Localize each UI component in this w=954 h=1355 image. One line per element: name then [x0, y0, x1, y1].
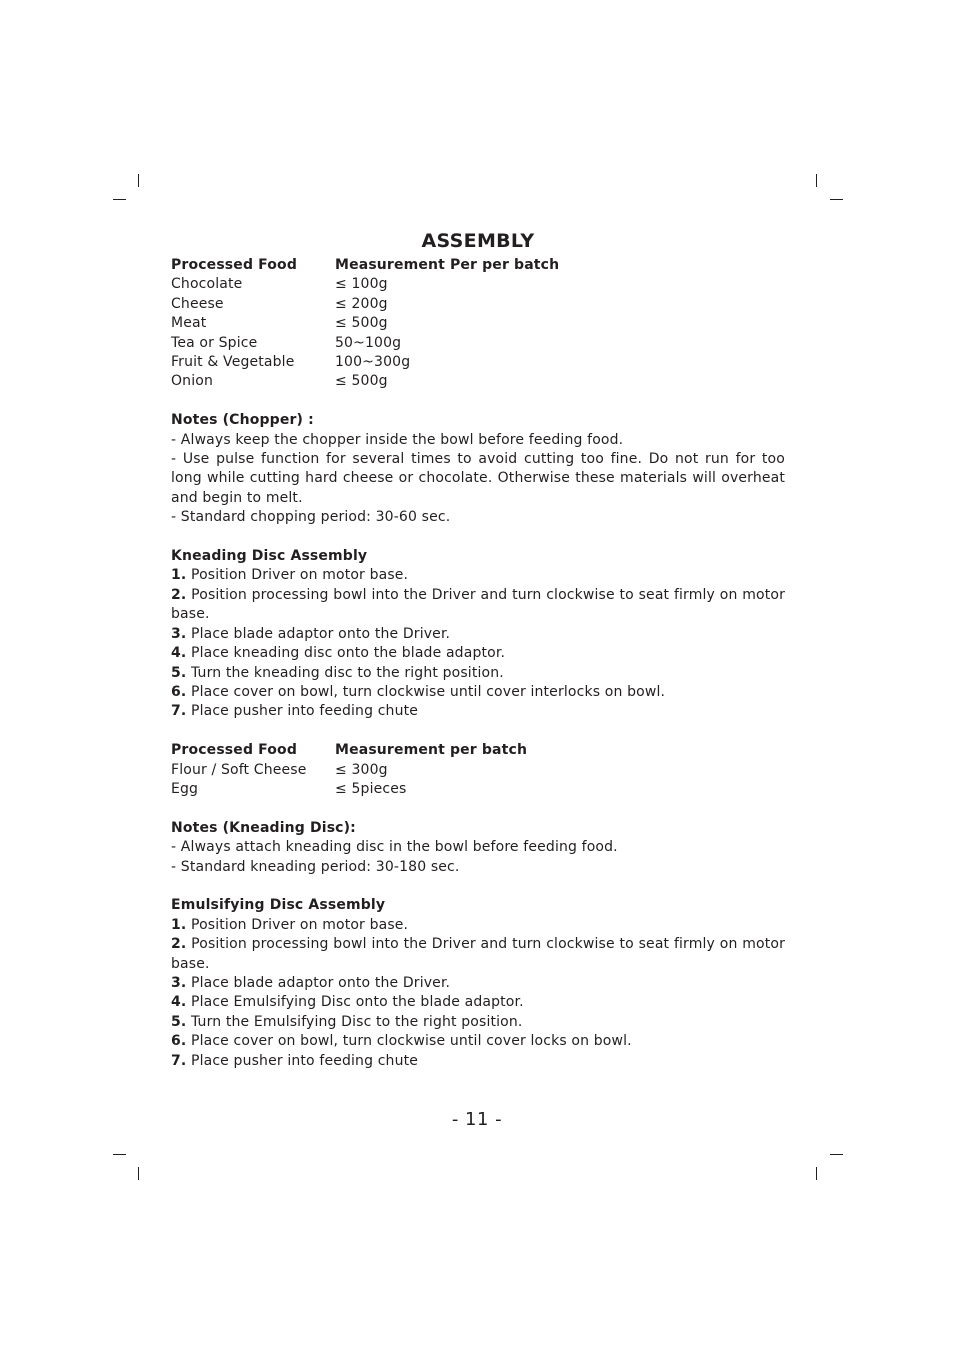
emulsifying-assembly-section: [171, 896, 785, 1071]
food-cell: Onion: [171, 373, 213, 390]
step-text: Place kneading disc onto the blade adaptor.: [186, 645, 506, 662]
column-header-measurement: Measurement Per per batch: [335, 257, 560, 273]
step-number: 1.: [171, 567, 187, 584]
step-number: 2.: [171, 586, 187, 603]
notes-chopper-heading: Notes (Chopper) :: [171, 412, 314, 429]
step-number: 5.: [171, 664, 187, 681]
emulsifying-assembly-heading: Emulsifying Disc Assembly: [171, 897, 386, 914]
food-cell: Fruit & Vegetable: [171, 354, 295, 371]
assembly-step: [171, 1032, 785, 1051]
step-text: Position Driver on motor base.: [186, 916, 409, 933]
step-text: Place pusher into feeding chute: [186, 703, 418, 720]
note-line: - Always attach kneading disc in the bowl before feeding food.: [171, 839, 618, 856]
assembly-step: [171, 993, 785, 1012]
note-line: - Always keep the chopper inside the bowl before feeding food.: [171, 431, 624, 448]
table-row: [171, 780, 785, 799]
assembly-step: [171, 586, 785, 625]
measurement-cell: ≤ 100g: [335, 276, 388, 293]
step-text: Place blade adaptor onto the Driver.: [186, 974, 451, 991]
step-number: 5.: [171, 1013, 187, 1030]
step-text: Position processing bowl into the Driver and turn clockwise to seat firmly on motor base.: [171, 936, 785, 972]
table-row: [171, 334, 785, 353]
crop-mark-top-left-vertical: [138, 174, 139, 187]
note-line: - Standard chopping period: 30-60 sec.: [171, 509, 451, 526]
measurement-cell: 50~100g: [335, 334, 402, 351]
chopper-measurement-table: [171, 256, 785, 392]
notes-kneading-section: [171, 819, 785, 877]
notes-kneading-heading: Notes (Kneading Disc):: [171, 819, 356, 836]
kneading-assembly-heading: Kneading Disc Assembly: [171, 548, 368, 565]
table-row: [171, 761, 785, 780]
step-text: Position Driver on motor base.: [186, 567, 409, 584]
step-text: Place blade adaptor onto the Driver.: [186, 625, 451, 642]
table-header-row: [171, 256, 785, 275]
assembly-step: [171, 702, 785, 721]
step-number: 1.: [171, 916, 187, 933]
food-cell: Flour / Soft Cheese: [171, 761, 307, 778]
crop-mark-bottom-right-horizontal: [830, 1154, 843, 1155]
table-header-row: [171, 741, 785, 760]
measurement-cell: ≤ 200g: [335, 295, 388, 312]
measurement-cell: ≤ 5pieces: [335, 780, 407, 797]
assembly-step: [171, 935, 785, 974]
food-cell: Cheese: [171, 295, 224, 312]
notes-chopper-section: [171, 411, 785, 527]
measurement-cell: 100~300g: [335, 354, 411, 371]
food-cell: Chocolate: [171, 276, 243, 293]
assembly-step: [171, 1013, 785, 1032]
table-row: [171, 295, 785, 314]
assembly-step: [171, 1052, 785, 1071]
crop-mark-bottom-right-vertical: [816, 1167, 817, 1180]
step-text: Turn the Emulsifying Disc to the right position.: [186, 1013, 523, 1030]
column-header-processed-food: Processed Food: [171, 742, 297, 759]
food-cell: Meat: [171, 315, 207, 332]
measurement-cell: ≤ 300g: [335, 761, 388, 778]
step-text: Place pusher into feeding chute: [186, 1052, 418, 1069]
assembly-step: [171, 566, 785, 585]
step-text: Place cover on bowl, turn clockwise until cover interlocks on bowl.: [186, 683, 666, 700]
table-row: [171, 372, 785, 391]
column-header-measurement: Measurement per batch: [335, 742, 528, 759]
step-text: Position processing bowl into the Driver and turn clockwise to seat firmly on motor base.: [171, 586, 785, 623]
table-row: [171, 353, 785, 372]
assembly-step: [171, 974, 785, 993]
assembly-step: [171, 916, 785, 935]
food-cell: Tea or Spice: [171, 334, 258, 351]
kneading-measurement-table: [171, 741, 785, 799]
measurement-cell: ≤ 500g: [335, 373, 388, 390]
table-row: [171, 275, 785, 294]
step-number: 3.: [171, 974, 187, 991]
assembly-step: [171, 683, 785, 702]
table-row: [171, 314, 785, 333]
column-header-processed-food: Processed Food: [171, 257, 297, 273]
food-cell: Egg: [171, 780, 199, 797]
crop-mark-bottom-left-horizontal: [113, 1154, 126, 1155]
page-title: ASSEMBLY: [421, 230, 535, 252]
step-text: Place Emulsifying Disc onto the blade adaptor.: [186, 994, 524, 1011]
step-number: 7.: [171, 1052, 187, 1069]
step-number: 4.: [171, 994, 187, 1011]
page-content: [171, 228, 785, 1071]
assembly-step: [171, 625, 785, 644]
step-text: Place cover on bowl, turn clockwise until cover locks on bowl.: [186, 1033, 632, 1050]
crop-mark-bottom-left-vertical: [138, 1167, 139, 1180]
assembly-step: [171, 664, 785, 683]
step-number: 4.: [171, 645, 187, 662]
assembly-step: [171, 644, 785, 663]
step-number: 3.: [171, 625, 187, 642]
crop-mark-top-right-vertical: [816, 174, 817, 187]
step-number: 2.: [171, 936, 187, 953]
note-line: - Use pulse function for several times to avoid cutting too fine. Do not run for too long while cutting hard cheese or chocolate. Otherwise these materials will overheat and begin to melt.: [171, 451, 785, 506]
measurement-cell: ≤ 500g: [335, 315, 388, 332]
note-line: - Standard kneading period: 30-180 sec.: [171, 858, 460, 875]
step-number: 6.: [171, 1033, 187, 1050]
crop-mark-top-left-horizontal: [113, 199, 126, 200]
step-number: 6.: [171, 683, 187, 700]
step-number: 7.: [171, 703, 187, 720]
kneading-assembly-section: [171, 547, 785, 722]
page-number: - 11 -: [451, 1109, 503, 1130]
crop-mark-top-right-horizontal: [830, 199, 843, 200]
step-text: Turn the kneading disc to the right position.: [186, 664, 504, 681]
